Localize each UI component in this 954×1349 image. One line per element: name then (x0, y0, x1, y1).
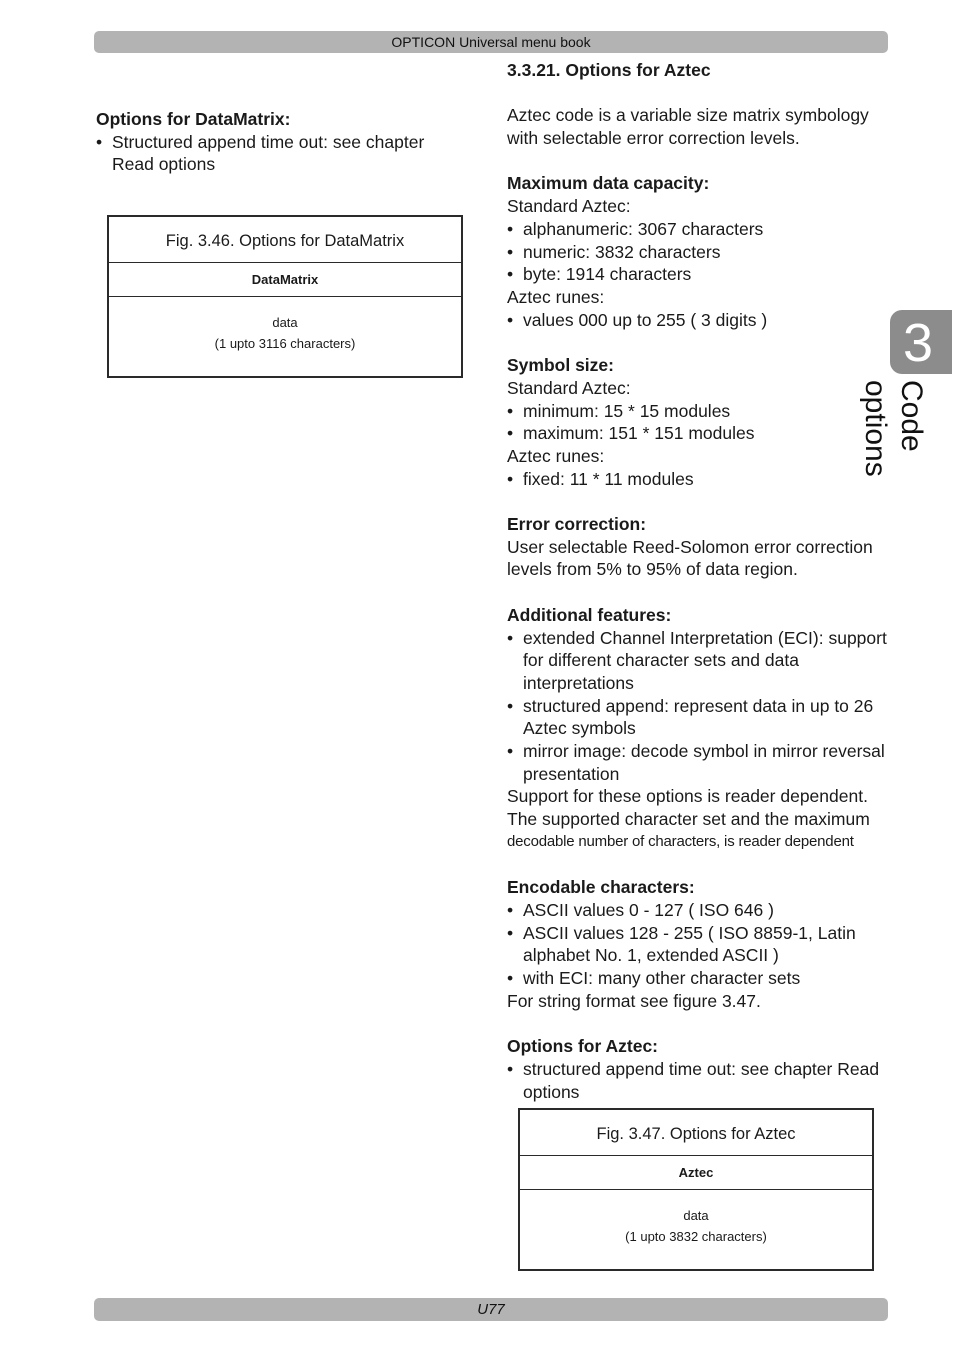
list-item: • numeric: 3832 characters (507, 241, 887, 264)
features-note: Support for these options is reader dependent. The supported character set and the maximum (507, 786, 870, 830)
features-heading: Additional features: (507, 604, 672, 625)
capacity-std-list (507, 218, 887, 286)
capacity-heading: Maximum data capacity: (507, 173, 710, 194)
chapter-tab (890, 310, 952, 374)
figure-header: DataMatrix (109, 263, 461, 297)
list-item: • extended Channel Interpretation (ECI): support for different character sets and data interpretations (507, 627, 887, 695)
size-runes-label: Aztec runes: (507, 445, 605, 466)
list-item: • fixed: 11 * 11 modules (507, 468, 887, 491)
size-heading: Symbol size: (507, 355, 614, 376)
capacity-runes-list (507, 309, 887, 332)
list-item: • mirror image: decode symbol in mirror reversal presentation (507, 740, 887, 785)
page-number: U77 (477, 1301, 505, 1318)
capacity-std-label: Standard Aztec: (507, 196, 631, 217)
capacity-runes-label: Aztec runes: (507, 287, 605, 307)
features-note-small: decodable number of characters, is reader dependent (507, 832, 854, 850)
features-list (507, 627, 887, 786)
encodable-list (507, 899, 887, 990)
right-column (507, 59, 887, 1103)
figure-data-range: (1 upto 3116 characters) (214, 335, 356, 351)
encodable-heading: Encodable characters: (507, 877, 695, 898)
list-item: • Structured append time out: see chapter Read options (96, 131, 466, 176)
size-std-list (507, 400, 887, 445)
figure-data-range: (1 upto 3832 characters) (625, 1228, 767, 1244)
error-text: User selectable Reed-Solomon error correction levels from 5% to 95% of data region. (507, 536, 873, 580)
chapter-number: 3 (902, 313, 934, 373)
aztec-options-heading: Options for Aztec: (507, 1036, 659, 1057)
list-item: • values 000 up to 255 ( 3 digits ) (507, 309, 887, 332)
list-item: • alphanumeric: 3067 characters (507, 218, 887, 241)
figure-header: Aztec (520, 1156, 872, 1190)
list-item: • with ECI: many other character sets (507, 967, 887, 990)
figure-data-label: data (683, 1208, 709, 1223)
figure-caption: Fig. 3.47. Options for Aztec (520, 1110, 872, 1156)
list-item: • ASCII values 0 - 127 ( ISO 646 ) (507, 899, 887, 922)
list-item: • structured append time out: see chapter Read options (507, 1058, 887, 1103)
list-item: • byte: 1914 characters (507, 263, 887, 286)
encodable-note: For string format see figure 3.47. (507, 990, 761, 1011)
list-item: • maximum: 151 * 151 modules (507, 422, 887, 445)
datamatrix-options-list (96, 131, 466, 176)
size-runes-list (507, 468, 887, 491)
list-item: • ASCII values 128 - 255 ( ISO 8859-1, Latin alphabet No. 1, extended ASCII ) (507, 922, 887, 967)
page-header-bar (94, 31, 888, 53)
figure-datamatrix (107, 215, 463, 378)
figure-aztec (518, 1108, 874, 1271)
aztec-options-list (507, 1058, 887, 1103)
intro-text: Aztec code is a variable size matrix symbology with selectable error correction levels. (507, 105, 869, 149)
figure-data-label: data (272, 315, 298, 330)
figure-body (520, 1190, 872, 1247)
error-heading: Error correction: (507, 514, 647, 534)
figure-caption: Fig. 3.46. Options for DataMatrix (109, 217, 461, 263)
left-column (96, 108, 466, 176)
size-std-label: Standard Aztec: (507, 377, 631, 398)
page-footer-bar (94, 1298, 888, 1321)
figure-body (109, 297, 461, 354)
list-item: • minimum: 15 * 15 modules (507, 400, 887, 423)
section-title: 3.3.21. Options for Aztec (507, 60, 711, 80)
datamatrix-options-heading: Options for DataMatrix: (96, 109, 291, 129)
header-title: OPTICON Universal menu book (391, 34, 591, 50)
chapter-title: Code options (859, 380, 928, 477)
list-item: • structured append: represent data in up to 26 Aztec symbols (507, 695, 887, 740)
